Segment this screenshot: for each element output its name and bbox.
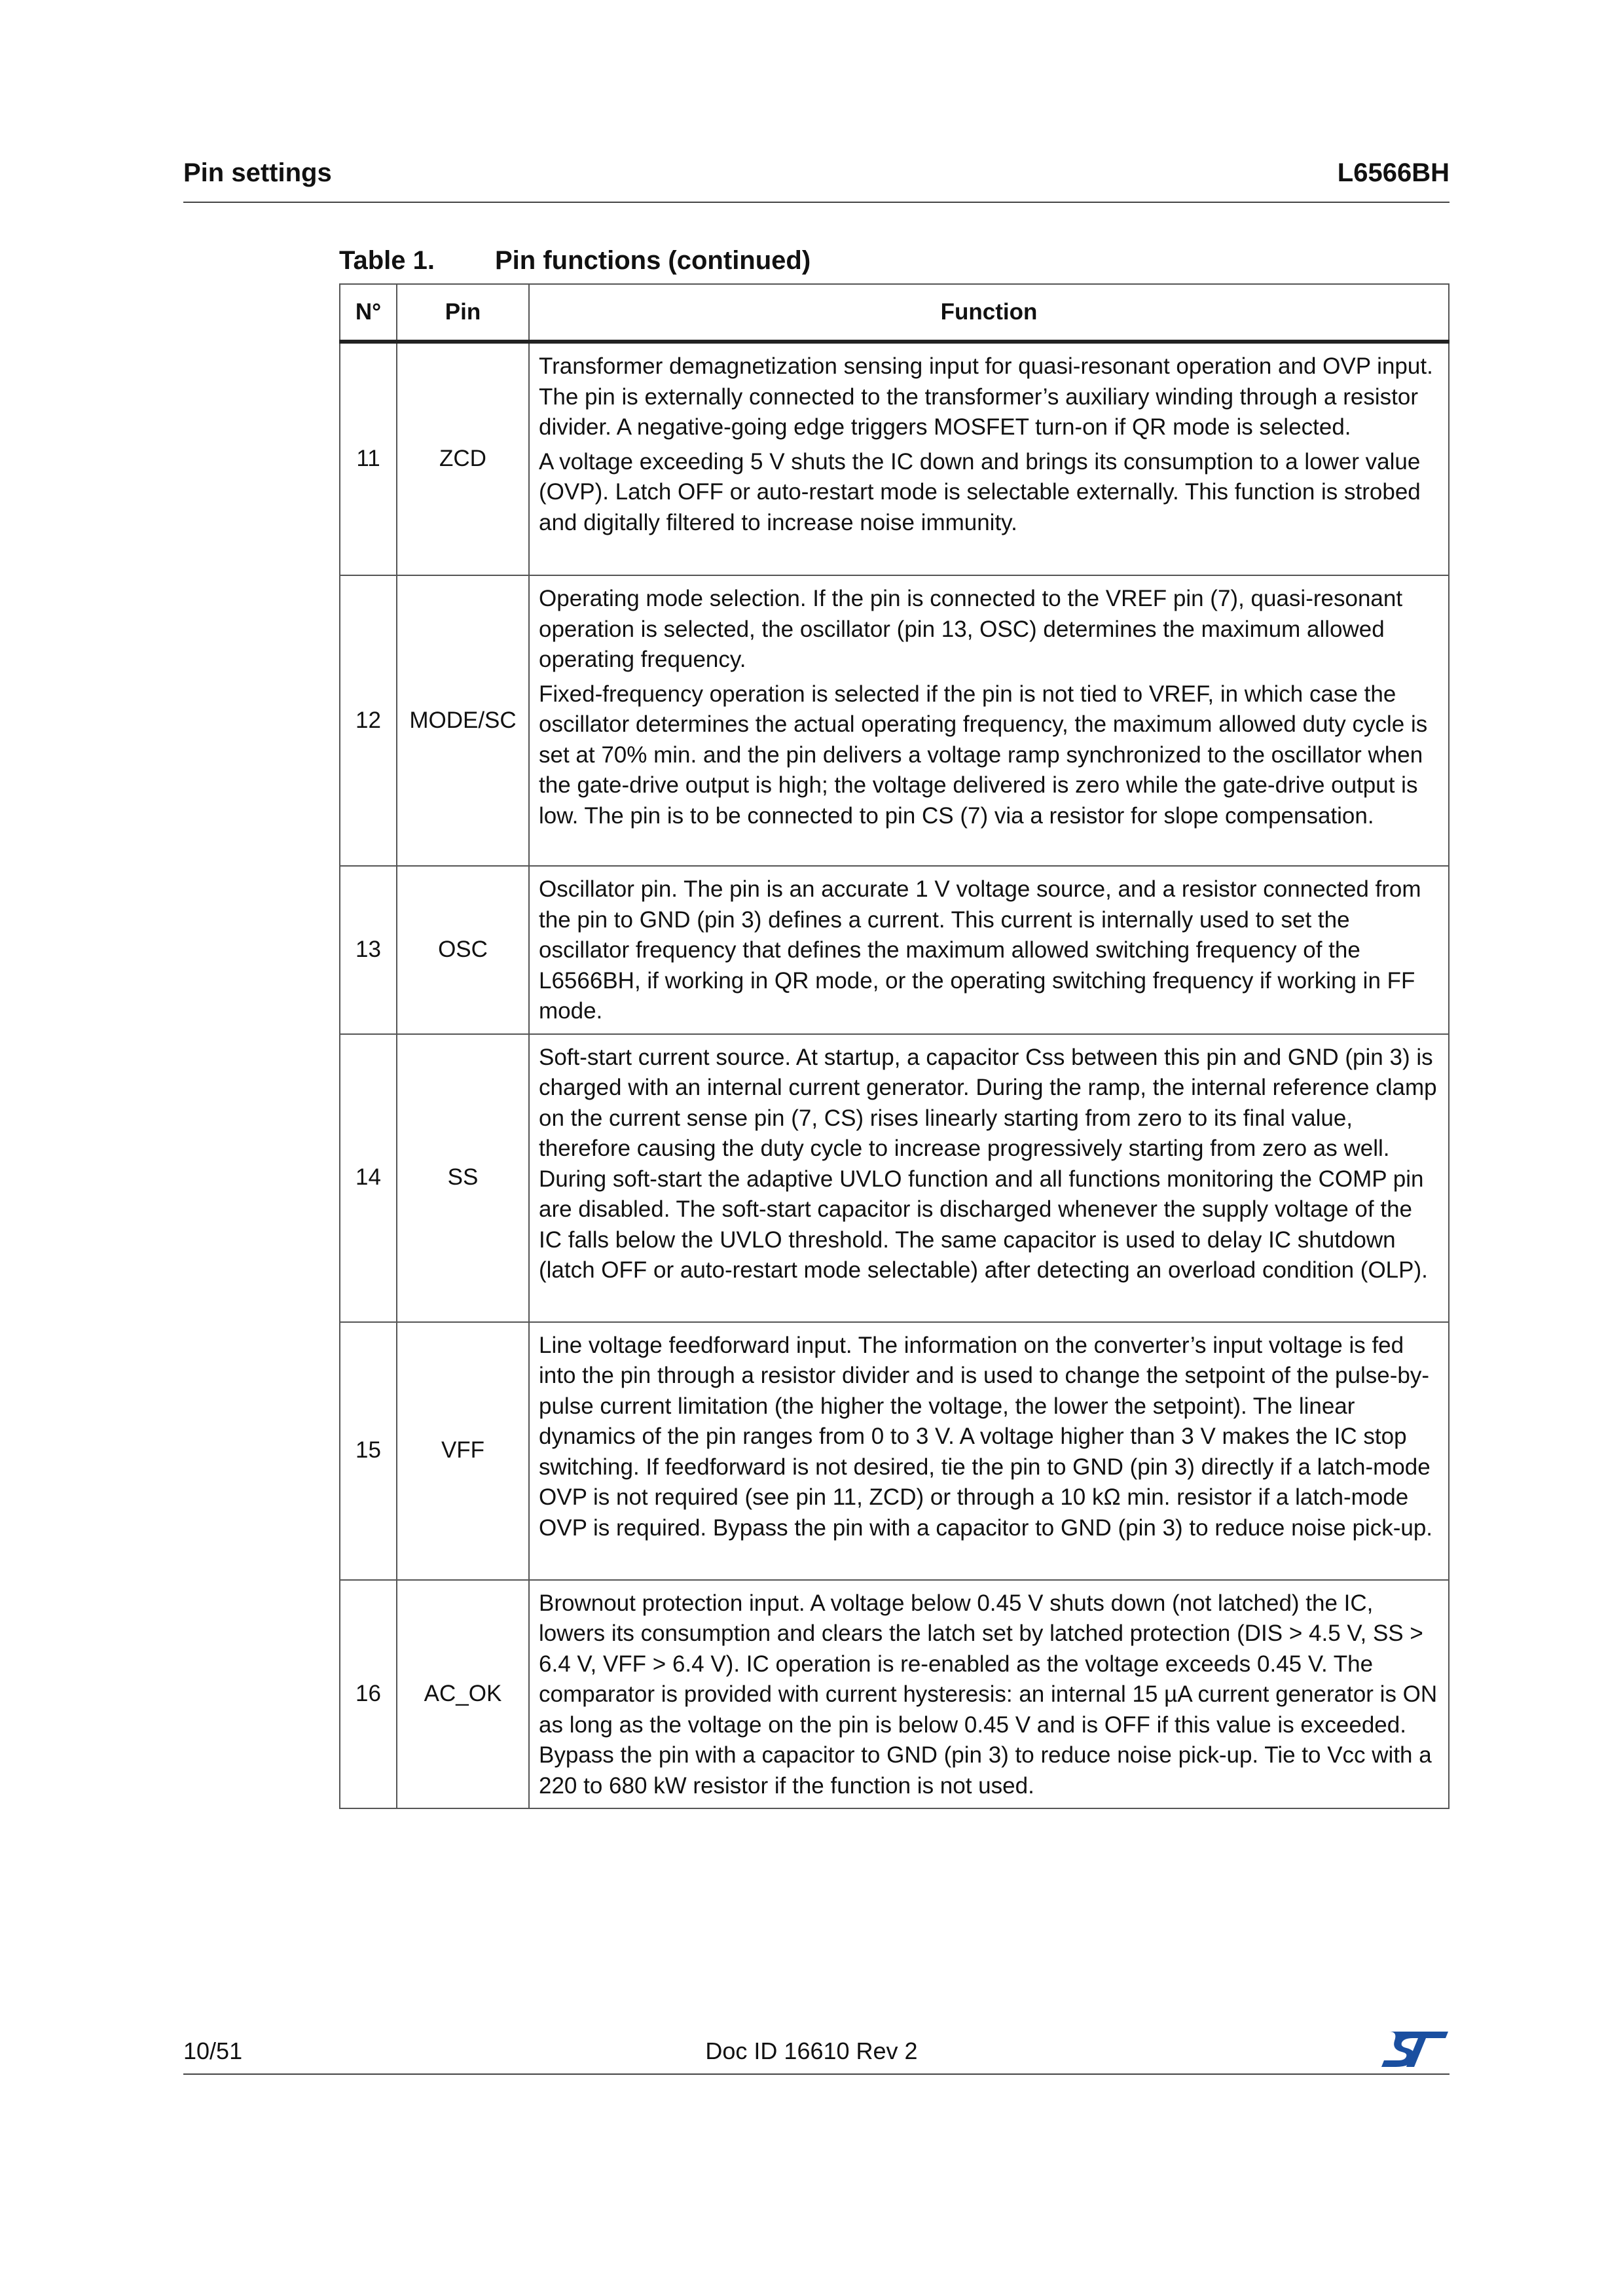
pin-number-cell: 15 [340,1322,397,1580]
table-caption [339,246,811,276]
page-number: 10/51 [183,2037,243,2064]
pin-name-cell: OSC [397,866,529,1034]
pin-name-cell: ZCD [397,342,529,575]
pin-name-cell: AC_OK [397,1580,529,1809]
table-header-row [340,284,1449,342]
function-paragraph: Fixed-frequency operation is selected if the pin is not tied to VREF, in which case the oscillator determines the actual operating frequency, the maximum allowed duty cycle is set at 70% min. and the pin delivers a voltage ramp synchronized to the oscillator when the gate-drive output is high; the voltage delivered is zero while the gate-drive output is low. The pin is to be connected to pin CS (7) via a resistor for slope compensation. [539,681,1428,829]
table-row [340,1034,1449,1322]
table-caption-number: Table 1. [339,246,435,275]
column-header-pin: Pin [397,284,529,342]
pin-function-cell [529,866,1449,1034]
function-paragraph: Operating mode selection. If the pin is connected to the VREF pin (7), quasi-resonant operation is selected, the oscillator (pin 13, OSC) determines the maximum allowed operating frequency. [539,586,1403,672]
function-paragraph: A voltage exceeding 5 V shuts the IC down and brings its consumption to a lower value (OVP). Latch OFF or auto-restart mode is selectable externally. This function is strobed and digitally filtered to increase noise immunity. [539,448,1421,535]
column-header-number: N° [340,284,397,342]
header-divider [183,202,1450,203]
part-number: L6566BH [1337,158,1450,187]
footer-divider [183,2073,1450,2075]
pin-function-cell [529,1580,1449,1809]
pin-name-cell: VFF [397,1322,529,1580]
pin-number-cell: 16 [340,1580,397,1809]
table-row [340,866,1449,1034]
function-paragraph: Soft-start current source. At startup, a capacitor Css between this pin and GND (pin 3) is charged with an internal current generator. During the ramp, the internal reference clamp on the current sense pin (7, CS) rises linearly starting from zero to its final value, therefore causing the duty cycle to increase progressively starting from zero as well. During soft-start the adaptive UVLO function and all functions monitoring the COMP pin are disabled. The soft-start capacitor is discharged whenever the supply voltage of the IC falls below the UVLO threshold. The same capacitor is used to delay IC shutdown (latch OFF or auto-restart mode selectable) after detecting an overload condition (OLP). [539,1044,1437,1283]
pin-number-cell: 13 [340,866,397,1034]
pin-name-cell: SS [397,1034,529,1322]
pin-number-cell: 12 [340,575,397,866]
table-row [340,1580,1449,1809]
table-row [340,1322,1449,1580]
function-paragraph: Transformer demagnetization sensing input for quasi-resonant operation and OVP input. The pin is externally connected to the transformer’s auxiliary winding through a resistor divider. A negative-going edge triggers MOSFET turn-on if QR mode is selected. [539,353,1433,440]
column-header-function: Function [529,284,1449,342]
pin-number-cell: 11 [340,342,397,575]
pin-functions-table [339,283,1450,1809]
pin-name-cell: MODE/SC [397,575,529,866]
section-title: Pin settings [183,158,332,187]
function-paragraph: Line voltage feedforward input. The information on the converter’s input voltage is fed into the pin through a resistor divider and is used to change the setpoint of the pulse-by-pulse current limitation (the higher the voltage, the lower the setpoint). The linear dynamics of the pin ranges from 0 to 3 V. A voltage higher than 3 V makes the IC stop switching. If feedforward is not desired, tie the pin to GND (pin 3) directly if a latch-mode OVP is not required (see pin 11, ZCD) or through a 10 kΩ min. resistor if a latch-mode OVP is required. Bypass the pin with a capacitor to GND (pin 3) to reduce noise pick-up. [539,1332,1433,1541]
function-paragraph: Oscillator pin. The pin is an accurate 1 V voltage source, and a resistor connected from the pin to GND (pin 3) defines a current. This current is internally used to set the oscillator frequency that defines the maximum allowed switching frequency of the L6566BH, if working in QR mode, or the operating switching frequency if working in FF mode. [539,876,1421,1024]
function-paragraph: Brownout protection input. A voltage below 0.45 V shuts down (not latched) the IC, lowers its consumption and clears the latch set by latched protection (DIS > 4.5 V, SS > 6.4 V, VFF > 6.4 V). IC operation is re-enabled as the voltage exceeds 0.45 V. The comparator is provided with current hysteresis: an internal 15 µA current generator is ON as long as the voltage on the pin is below 0.45 V and is OFF if this value is exceeded. Bypass the pin with a capacitor to GND (pin 3) to reduce noise pick-up. Tie to Vcc with a 220 to 680 kW resistor if the function is not used. [539,1590,1438,1799]
document-id: Doc ID 16610 Rev 2 [705,2037,918,2064]
table-row [340,575,1449,866]
pin-function-cell [529,575,1449,866]
st-logo-icon [1380,2029,1450,2070]
pin-function-cell [529,342,1449,575]
pin-number-cell: 14 [340,1034,397,1322]
pin-function-cell [529,1322,1449,1580]
pin-function-cell [529,1034,1449,1322]
table-row [340,342,1449,575]
table-caption-title: Pin functions (continued) [495,246,811,275]
